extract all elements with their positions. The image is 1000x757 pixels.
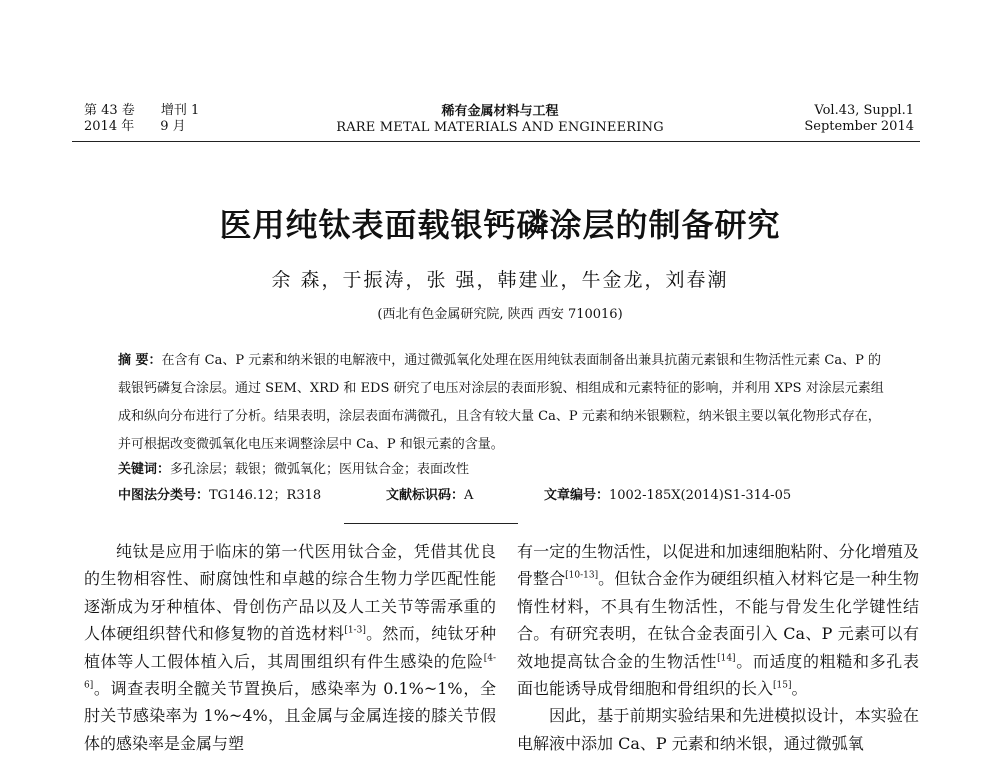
abstract xyxy=(118,347,888,459)
keywords xyxy=(118,458,469,477)
keywords-text: 多孔涂层；载银；微弧氧化；医用钛合金；表面改性 xyxy=(170,462,470,477)
doc-value: A xyxy=(464,488,474,503)
citation: [4-6] xyxy=(84,653,496,691)
clc-label: 中图法分类号： xyxy=(118,488,210,503)
year: 2014 年 xyxy=(84,119,135,134)
body-text: 。然而，纯钛牙种植体等人工假体植入后，其周围组织有件生感染的危险 xyxy=(84,624,496,671)
classification-row xyxy=(118,484,898,503)
doc-label: 文献标识码： xyxy=(386,488,465,503)
body-column-right xyxy=(517,538,919,757)
body-paragraph: 因此，基于前期实验结果和先进模拟设计，本实验在电解液中添加 Ca、P 元素和纳米银，通过微弧氧 xyxy=(517,706,919,753)
month: 9 月 xyxy=(160,119,186,134)
journal-name-en: RARE METAL MATERIALS AND ENGINEERING xyxy=(336,120,664,135)
clc-number xyxy=(118,484,386,503)
header-rule xyxy=(72,141,920,142)
supplement: 增刊 1 xyxy=(160,103,200,118)
journal-name-cn: 稀有金属材料与工程 xyxy=(441,104,559,119)
article-number xyxy=(544,484,791,503)
volume-en: Vol.43, Suppl.1 xyxy=(814,103,914,118)
date-en: September 2014 xyxy=(804,119,914,134)
body-text: 有一定的生物活性，以促进和加速细胞粘附、分化增殖及骨整合 xyxy=(517,542,919,589)
article-value: 1002-185X(2014)S1-314-05 xyxy=(609,488,792,503)
citation: [14] xyxy=(717,653,736,664)
citation: [10-13] xyxy=(565,571,599,582)
clc-value: TG146.12；R318 xyxy=(209,488,322,503)
header-right xyxy=(804,103,914,135)
body-column-left xyxy=(84,538,496,757)
article-label: 文章编号： xyxy=(544,488,610,503)
keywords-label: 关键词： xyxy=(118,462,171,477)
body-text: 纯钛是应用于临床的第一代医用钛合金，凭借其优良的生物相容性、耐腐蚀性和卓越的综合生物力学匹配性能逐渐成为牙种植体、骨创伤产品以及人工关节等需承重的人体硬组织替代和修复物的首选材料 xyxy=(84,542,496,644)
affiliation: (西北有色金属研究院, 陕西 西安 710016) xyxy=(377,307,623,322)
doc-code xyxy=(386,484,544,503)
citation: [15] xyxy=(773,680,792,691)
body-text: 。调查表明全髋关节置换后，感染率为 0.1%~1%，全肘关节感染率为 1%~4%，且金属与金属连接的膝关节假体的感染率是金属与塑 xyxy=(84,679,496,753)
body-paragraph xyxy=(517,538,919,702)
citation: [1-3] xyxy=(344,625,366,636)
abstract-label: 摘 要： xyxy=(118,353,162,368)
body-text: 。而适度的粗糙和多孔表面也能诱导成骨细胞和骨组织的长入 xyxy=(517,651,919,699)
abstract-text: 在含有 Ca、P 元素和纳米银的电解液中，通过微弧氧化处理在医用纯钛表面制备出兼具抗菌元素银和生物活性元素 Ca、P 的载银钙磷复合涂层。通过 SEM、XRD 和 EDS 研究了电压对涂层的表面形貌、相组成和元素特征的影响，并利用 XPS 对涂层元素组成和纵向分布进行了分析。结果表明，涂层表面布满微孔，且含有较大量 Ca、P 元素和纳米银颗粒，纳米银主要以氧化物形式存在，并可根据改变微弧氧化电压来调整涂层中 Ca、P 和银元素的含量。 xyxy=(118,353,884,452)
body-text: 。但钛合金作为硬组织植入材料它是一种生物惰性材料，不具有生物活性，不能与骨发生化学键性结合。有研究表明，在钛合金表面引入 Ca、P 元素可以有效地提高钛合金的生物活性 xyxy=(517,569,919,671)
body-paragraph xyxy=(84,538,496,757)
authors: 余 森，于振涛，张 强，韩建业，牛金龙，刘春潮 xyxy=(271,269,729,291)
body-text: 。 xyxy=(791,679,808,699)
volume: 第 43 卷 xyxy=(84,103,135,118)
section-divider xyxy=(344,523,518,524)
paper-title: 医用纯钛表面载银钙磷涂层的制备研究 xyxy=(219,206,781,244)
